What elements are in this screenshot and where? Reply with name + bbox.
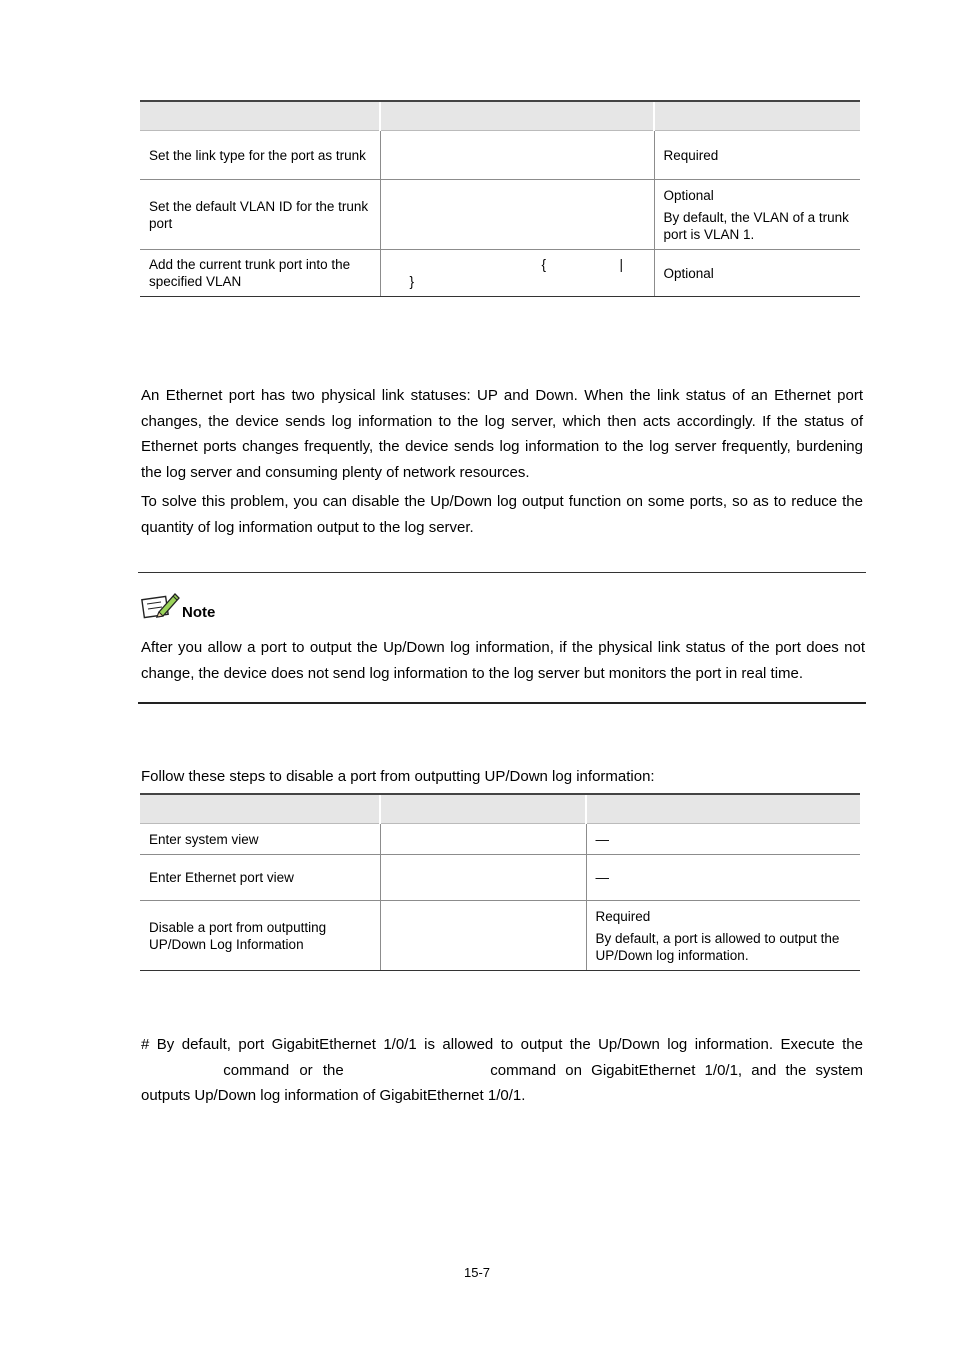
header-cell [140, 101, 380, 131]
steps-intro: Follow these steps to disable a port from outputting UP/Down log information: [141, 768, 655, 785]
brace-close: } [409, 274, 415, 289]
remark-text: — [595, 831, 609, 847]
note-top-rule [138, 572, 866, 573]
remark-text: By default, a port is allowed to output the UP/Down log information. [595, 930, 840, 963]
note-text: After you allow a port to output the Up/Down log information, if the physical link status of the port does not change, the device does not send log information to the log server but monitors the port in real time. [141, 639, 865, 682]
remark-text: Required [595, 908, 651, 924]
solution-paragraph: To solve this problem, you can disable the Up/Down log output function on some ports, so as to reduce the quantity of log information output to the log server. [141, 493, 863, 536]
remark-text: Optional [663, 265, 714, 281]
note-bottom-rule [138, 702, 866, 704]
example-line-1: # By default, port GigabitEthernet 1/0/1 is allowed to output the Up/Down log information. Execute the [141, 1036, 863, 1053]
operation-cell: Add the current trunk port into the specified VLAN [140, 250, 380, 297]
example-paragraph [141, 1032, 863, 1109]
remarks-cell [654, 250, 860, 297]
example-line-3: outputs Up/Down log information of GigabitEthernet 1/0/1. [141, 1087, 526, 1105]
table-row [140, 131, 860, 180]
table-row [140, 901, 860, 971]
page-number: 15-7 [463, 1265, 491, 1280]
example-text: command or the [223, 1061, 344, 1079]
command-cell [380, 824, 586, 855]
remarks-cell [586, 824, 860, 855]
table-row [140, 250, 860, 297]
operation-cell: Set the link type for the port as trunk [140, 131, 380, 180]
header-cell [654, 101, 860, 131]
table-row [140, 824, 860, 855]
intro-paragraph: An Ethernet port has two physical link statuses: UP and Down. When the link status of an Ethernet port changes, the device sends log information to the log server, which then acts accordingly. If the status of Ethernet ports changes frequently, the device sends log information to the log server frequently, burdening the log server and consuming plenty of network resources. [141, 387, 863, 482]
command-cell [380, 250, 654, 297]
header-cell [586, 794, 860, 824]
command-cell [380, 855, 586, 901]
remark-text: Required [663, 147, 719, 163]
table-header-row [140, 101, 860, 131]
remark-text: By default, the VLAN of a trunk port is VLAN 1. [663, 209, 849, 242]
table-row [140, 180, 860, 250]
note-pencil-icon [141, 590, 181, 620]
remarks-cell [586, 855, 860, 901]
brace-open: { [541, 257, 547, 272]
header-cell [380, 101, 654, 131]
example-line-2 [141, 1058, 863, 1084]
pipe-separator: | [619, 257, 624, 272]
remark-text: Optional [663, 187, 714, 203]
log-config-table [140, 793, 860, 971]
header-cell [380, 794, 586, 824]
command-cell [380, 131, 654, 180]
operation-cell: Enter system view [140, 824, 380, 855]
operation-cell: Enter Ethernet port view [140, 855, 380, 901]
table-header-row [140, 794, 860, 824]
remark-text: — [595, 870, 609, 885]
command-cell [380, 180, 654, 250]
note-title: Note [182, 604, 216, 621]
remarks-cell [654, 180, 860, 250]
remarks-cell [586, 901, 860, 971]
example-text: command on GigabitEthernet 1/0/1, and the system [490, 1061, 863, 1079]
command-cell [380, 901, 586, 971]
operation-cell: Set the default VLAN ID for the trunk port [140, 180, 380, 250]
remarks-cell [654, 131, 860, 180]
trunk-config-table [140, 100, 860, 297]
table-row [140, 855, 860, 901]
header-cell [140, 794, 380, 824]
operation-cell: Disable a port from outputting UP/Down Log Information [140, 901, 380, 971]
